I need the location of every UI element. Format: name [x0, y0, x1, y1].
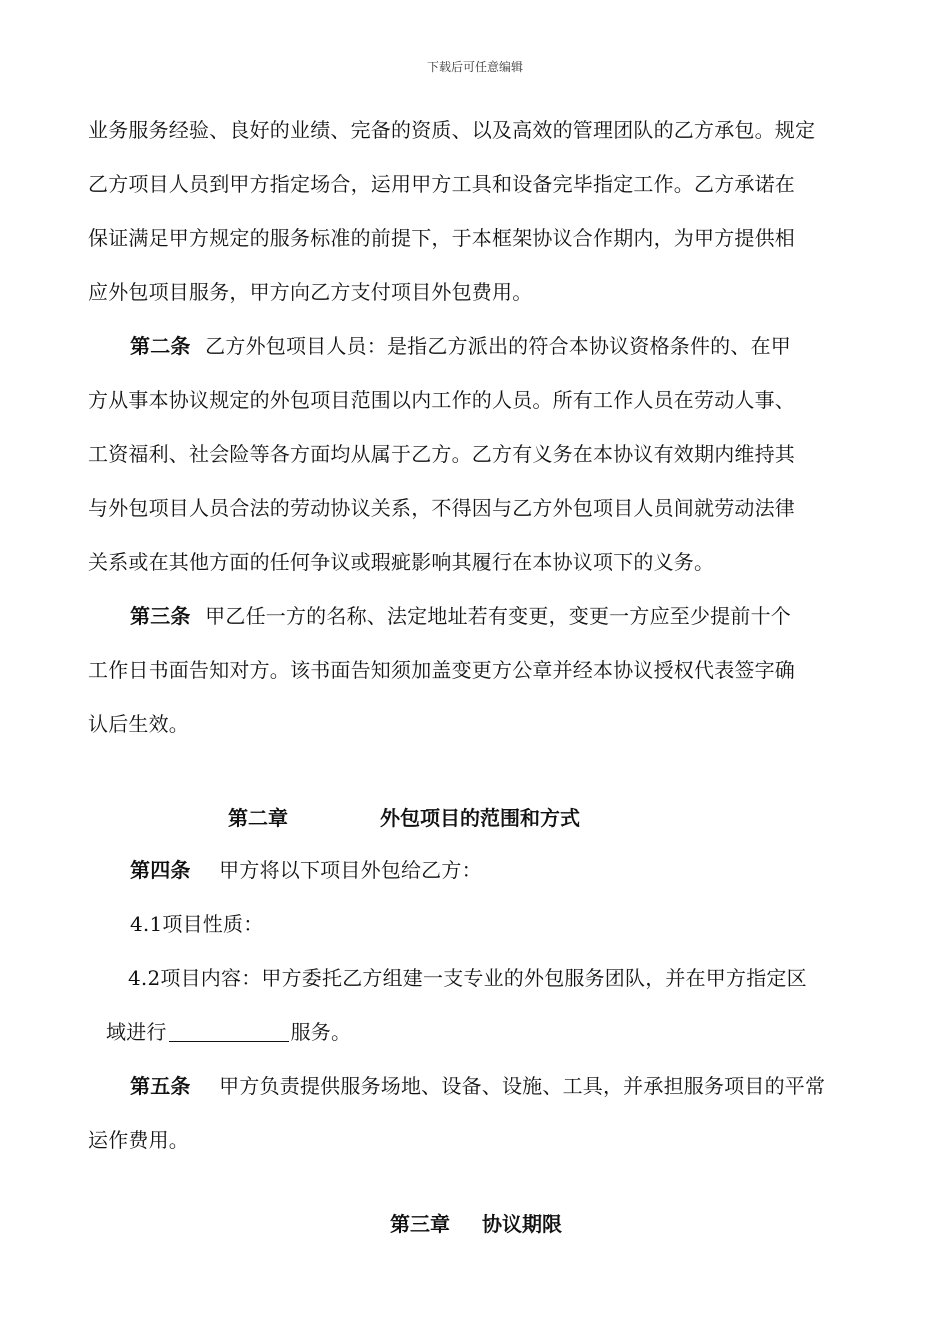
article-3-text: 甲乙任一方的名称、法定地址若有变更，变更一方应至少提前十个: [205, 604, 791, 628]
item-4-2-line: 4.2项目内容：甲方委托乙方组建一支专业的外包服务团队，并在甲方指定区: [128, 966, 807, 990]
article-2-text: 乙方外包项目人员：是指乙方派出的符合本协议资格条件的、在甲: [205, 334, 791, 358]
item-4-2-text-after: 服务。: [290, 1020, 352, 1044]
article-2-first-line: [130, 332, 920, 360]
item-4-2-text-before: 域进行: [106, 1020, 167, 1044]
page-header-note: 下载后可任意编辑: [426, 60, 523, 74]
paragraph-line: 保证满足甲方规定的服务标准的前提下，于本框架协议合作期内，为甲方提供相: [88, 226, 795, 250]
paragraph-line: 与外包项目人员合法的劳动协议关系，不得因与乙方外包项目人员间就劳动法律: [88, 496, 795, 520]
paragraph-line: 业务服务经验、良好的业绩、完备的资质、以及高效的管理团队的乙方承包。规定: [88, 118, 816, 142]
chapter-3-number: 第三章: [390, 1212, 450, 1236]
paragraph-line: 工资福利、社会险等各方面均从属于乙方。乙方有义务在本协议有效期内维持其: [88, 442, 795, 466]
paragraph-line: 方从事本协议规定的外包项目范围以内工作的人员。所有工作人员在劳动人事、: [88, 388, 795, 412]
article-5-first-line: [130, 1072, 920, 1100]
item-4-2-continuation: [106, 1018, 896, 1046]
chapter-2-title: 外包项目的范围和方式: [380, 806, 580, 830]
paragraph-line: 工作日书面告知对方。该书面告知须加盖变更方公章并经本协议授权代表签字确: [88, 658, 795, 682]
article-2-label: 第二条: [130, 334, 191, 358]
article-4-line: [130, 856, 920, 884]
paragraph-line: 运作费用。: [88, 1128, 189, 1152]
paragraph-line: 应外包项目服务，甲方向乙方支付项目外包费用。: [88, 280, 533, 304]
item-4-1: 4.1项目性质：: [130, 912, 264, 936]
paragraph-line: 关系或在其他方面的任何争议或瑕疵影响其履行在本协议项下的义务。: [88, 550, 715, 574]
article-5-text: 甲方负责提供服务场地、设备、设施、工具，并承担服务项目的平常: [219, 1074, 826, 1098]
article-3-label: 第三条: [130, 604, 191, 628]
article-5-label: 第五条: [130, 1074, 191, 1098]
article-4-label: 第四条: [130, 858, 191, 882]
paragraph-line: 乙方项目人员到甲方指定场合，运用甲方工具和设备完毕指定工作。乙方承诺在: [88, 172, 795, 196]
fill-in-blank[interactable]: [169, 1021, 289, 1042]
paragraph-line: 认后生效。: [88, 712, 189, 736]
article-4-text: 甲方将以下项目外包给乙方：: [219, 858, 482, 882]
article-3-first-line: [130, 602, 920, 630]
chapter-2-number: 第二章: [228, 806, 288, 830]
chapter-3-title: 协议期限: [482, 1212, 562, 1236]
